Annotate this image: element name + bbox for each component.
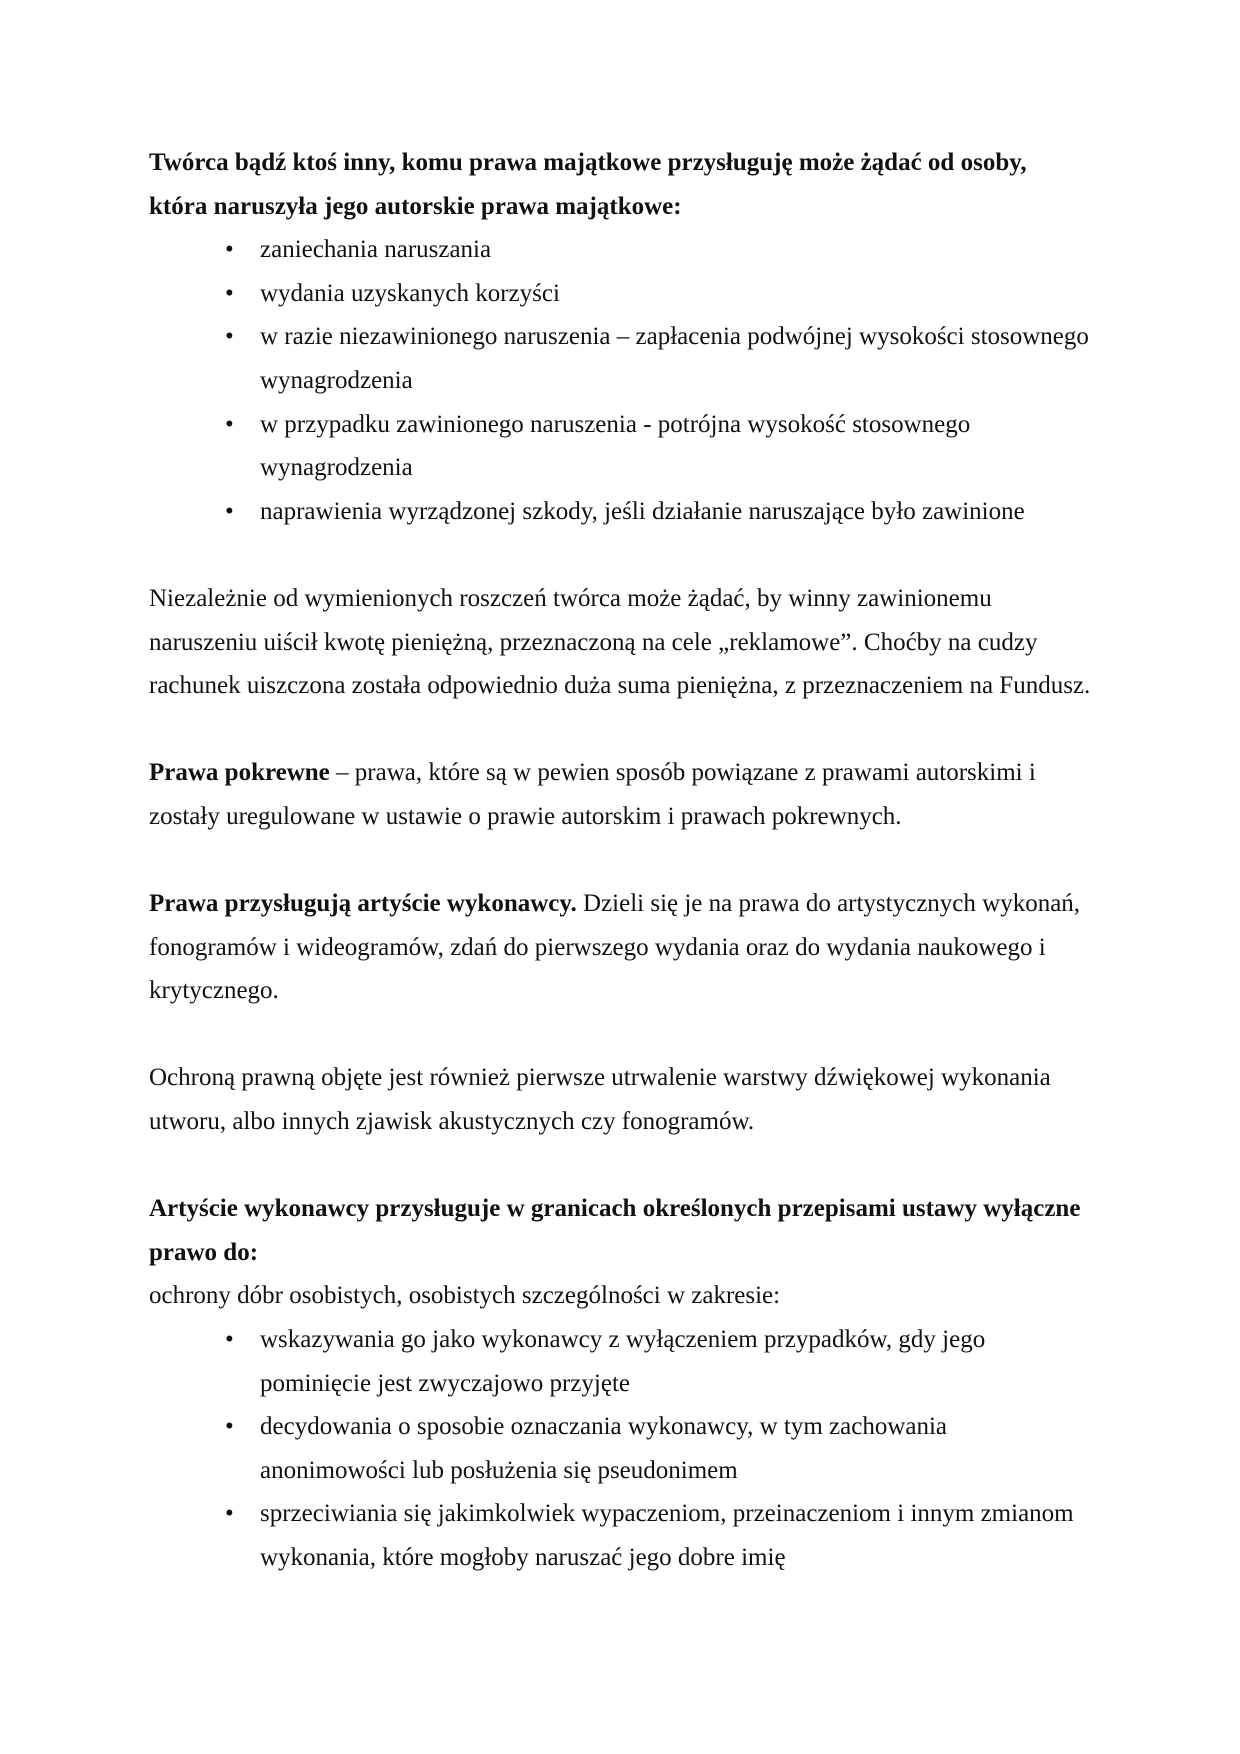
list-item: • w razie niezawinionego naruszenia – zapłacenia podwójnej wysokości stosownego	[149, 315, 1099, 359]
bullet-icon: •	[225, 1413, 234, 1441]
paragraph-line: rachunek uiszczona została odpowiednio duża suma pieniężna, z przeznaczeniem na Fundusz.	[149, 672, 1091, 700]
list-item: • w przypadku zawinionego naruszenia - potrójna wysokość stosownego	[149, 403, 1099, 447]
heading-line: prawo do:	[149, 1238, 259, 1266]
list-item-cont: anonimowości lub posłużenia się pseudonimem	[260, 1456, 738, 1484]
bullet-icon: •	[225, 1500, 234, 1528]
paragraph-line: krytycznego.	[149, 977, 279, 1005]
bullet-icon: •	[225, 236, 234, 264]
bullet-icon: •	[225, 323, 234, 351]
bullet-icon: •	[225, 279, 234, 307]
list-item: • naprawienia wyrządzonej szkody, jeśli działanie naruszające było zawinione	[149, 490, 1099, 534]
bullet-icon: •	[225, 1326, 234, 1354]
list-item-cont: wynagrodzenia	[260, 454, 413, 482]
list-item-cont: pominięcie jest zwyczajowo przyjęte	[260, 1369, 630, 1397]
heading-line: Artyście wykonawcy przysługuje w granicach określonych przepisami ustawy wyłączne	[149, 1195, 1081, 1223]
list-item-cont: wykonania, które mogłoby naruszać jego dobre imię	[260, 1544, 786, 1571]
list-item: • decydowania o sposobie oznaczania wykonawcy, w tym zachowania	[149, 1405, 1099, 1449]
paragraph-line: Ochroną prawną objęte jest również pierwsze utrwalenie warstwy dźwiękowej wykonania	[149, 1064, 1051, 1092]
bullet-icon: •	[225, 497, 234, 525]
bullet-icon: •	[225, 410, 234, 438]
paragraph-line: Niezależnie od wymienionych roszczeń twórca może żądać, by winny zawinionemu	[149, 584, 992, 612]
paragraph-line: utworu, albo innych zjawisk akustycznych czy fonogramów.	[149, 1108, 755, 1136]
paragraph-line: Prawa przysługują artyście wykonawcy. Dzieli się je na prawa do artystycznych wykonań,	[149, 890, 1081, 918]
list-item: • sprzeciwiania się jakimkolwiek wypaczeniom, przeinaczeniom i innym zmianom	[149, 1492, 1099, 1536]
list-item: • wydania uzyskanych korzyści	[149, 272, 1099, 316]
list-item-cont: wynagrodzenia	[260, 366, 413, 394]
list-item: • zaniechania naruszania	[149, 228, 1099, 272]
heading-line: która naruszyła jego autorskie prawa majątkowe:	[149, 192, 682, 220]
paragraph-line: Prawa pokrewne – prawa, które są w pewien sposób powiązane z prawami autorskimi i	[149, 759, 1036, 787]
paragraph-line: naruszeniu uiścił kwotę pieniężną, przeznaczoną na cele „reklamowe”. Choćby na cudzy	[149, 628, 1038, 656]
document-page	[149, 141, 1099, 1580]
heading-line: Twórca bądź ktoś inny, komu prawa majątkowe przysługuję może żądać od osoby,	[149, 149, 1027, 176]
list-item: • wskazywania go jako wykonawcy z wyłączeniem przypadków, gdy jego	[149, 1318, 1099, 1362]
paragraph-line: zostały uregulowane w ustawie o prawie autorskim i prawach pokrewnych.	[149, 802, 902, 830]
paragraph-line: fonogramów i wideogramów, zdań do pierwszego wydania oraz do wydania naukowego i	[149, 933, 1046, 961]
paragraph-line: ochrony dóbr osobistych, osobistych szczególności w zakresie:	[149, 1282, 781, 1310]
